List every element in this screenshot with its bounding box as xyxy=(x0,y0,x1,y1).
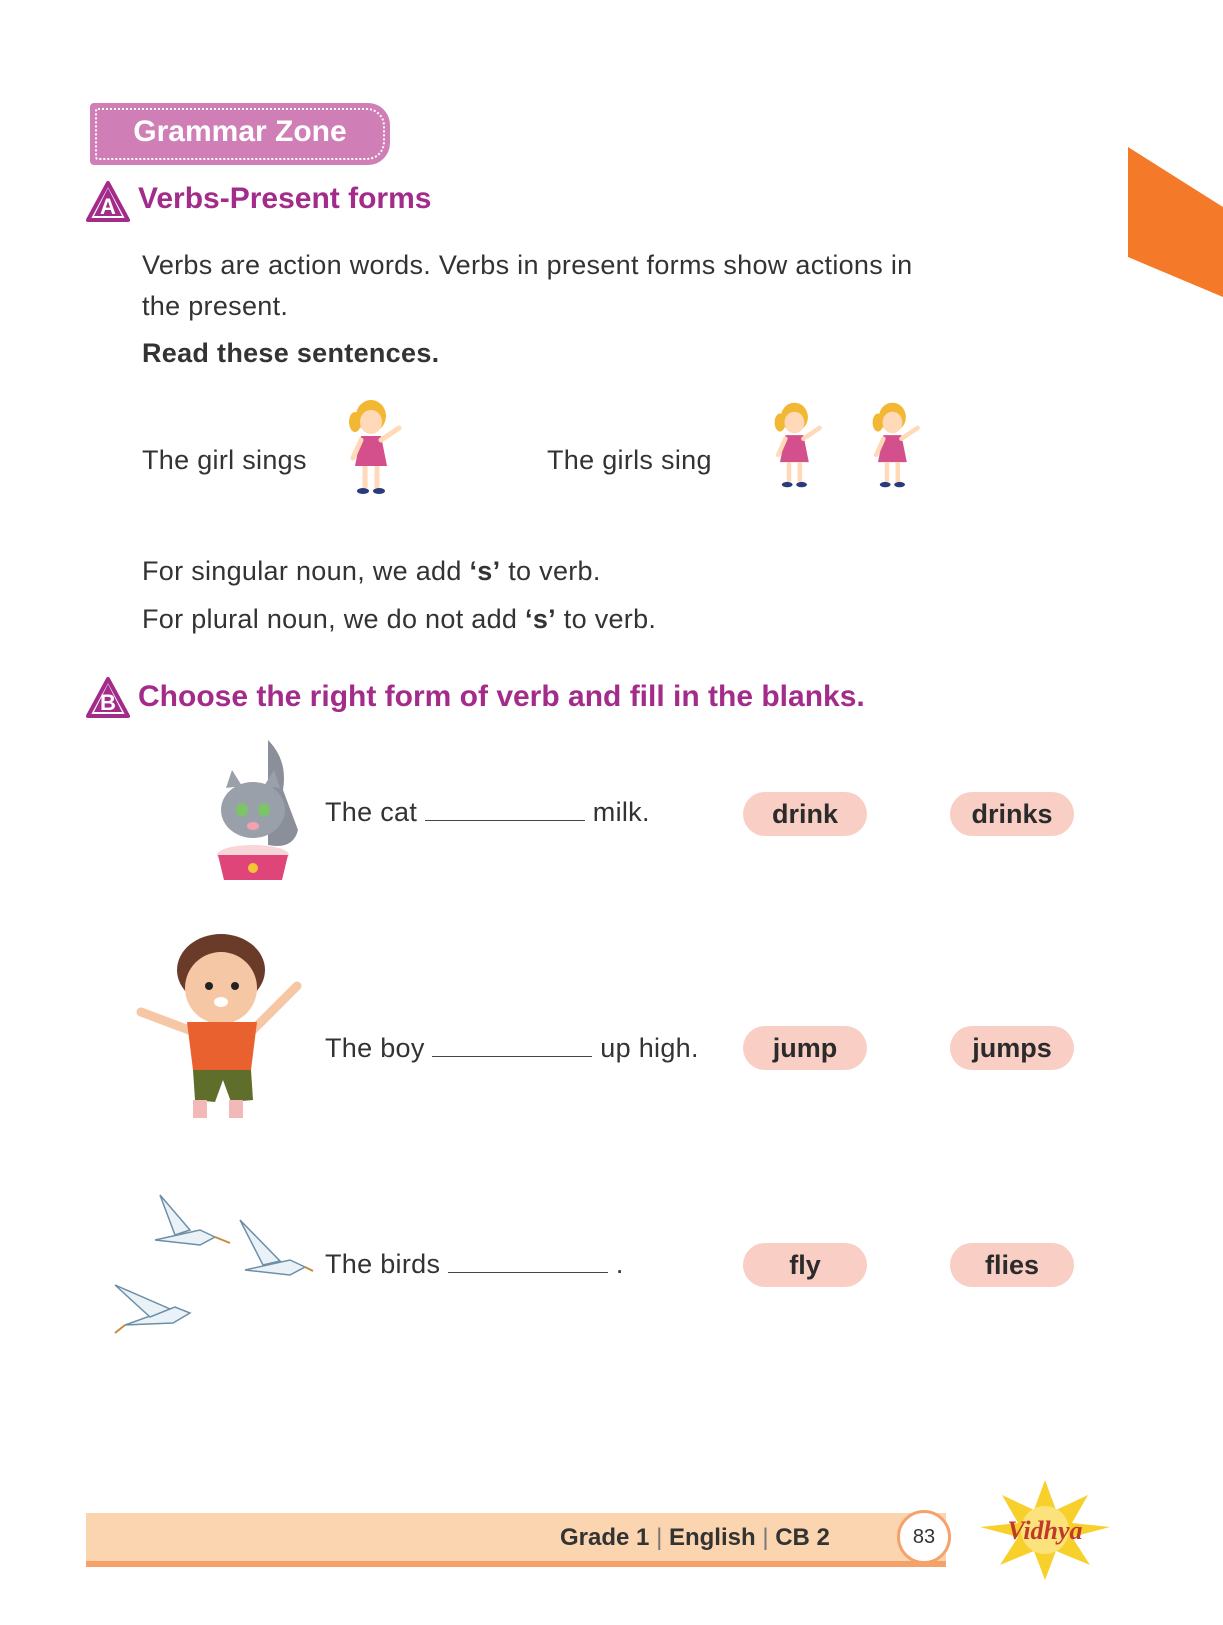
example-singular: The girl sings xyxy=(142,445,307,475)
option-button[interactable]: flies xyxy=(950,1243,1074,1287)
girl-illustration xyxy=(860,396,932,494)
girl-illustration xyxy=(762,396,834,494)
grammar-zone-banner xyxy=(90,103,390,165)
read-instruction: Read these sentences. xyxy=(142,338,440,368)
svg-text:Vidhya: Vidhya xyxy=(1007,1516,1083,1545)
section-b-title: Choose the right form of verb and fill in the blanks. xyxy=(138,680,865,713)
answer-blank[interactable] xyxy=(448,1254,608,1273)
cat-illustration xyxy=(208,730,308,885)
section-b-badge-icon xyxy=(86,676,130,720)
section-a-badge-icon xyxy=(86,180,130,224)
banner-title: Grammar Zone xyxy=(133,115,347,148)
vidhya-logo xyxy=(960,1475,1130,1585)
option-button[interactable]: jump xyxy=(743,1026,867,1070)
girl-illustration xyxy=(335,396,415,498)
example-plural: The girls sing xyxy=(547,445,712,475)
birds-illustration xyxy=(105,1185,315,1340)
svg-text:B: B xyxy=(100,690,116,715)
rule-singular: For singular noun, we add ‘s’ to verb. xyxy=(142,556,601,586)
fill-sentence-3: The birds . xyxy=(325,1249,624,1279)
footer-info: Grade 1 | English | CB 2 xyxy=(560,1524,830,1551)
answer-blank[interactable] xyxy=(425,802,585,821)
page-number: 83 xyxy=(897,1510,951,1564)
intro-line-1: Verbs are action words. Verbs in present forms show actions in xyxy=(142,250,913,280)
section-a-title: Verbs-Present forms xyxy=(138,182,432,215)
rule-plural: For plural noun, we do not add ‘s’ to verb. xyxy=(142,604,657,634)
option-button[interactable]: jumps xyxy=(950,1026,1074,1070)
option-button[interactable]: fly xyxy=(743,1243,867,1287)
intro-line-2: the present. xyxy=(142,291,289,321)
svg-text:A: A xyxy=(100,194,116,219)
fill-sentence-2: The boy up high. xyxy=(325,1033,699,1063)
fill-sentence-1: The cat milk. xyxy=(325,797,650,827)
option-button[interactable]: drinks xyxy=(950,792,1074,836)
boy-illustration xyxy=(135,930,305,1125)
answer-blank[interactable] xyxy=(432,1038,592,1057)
option-button[interactable]: drink xyxy=(743,792,867,836)
page-edge-tab xyxy=(1128,147,1223,297)
